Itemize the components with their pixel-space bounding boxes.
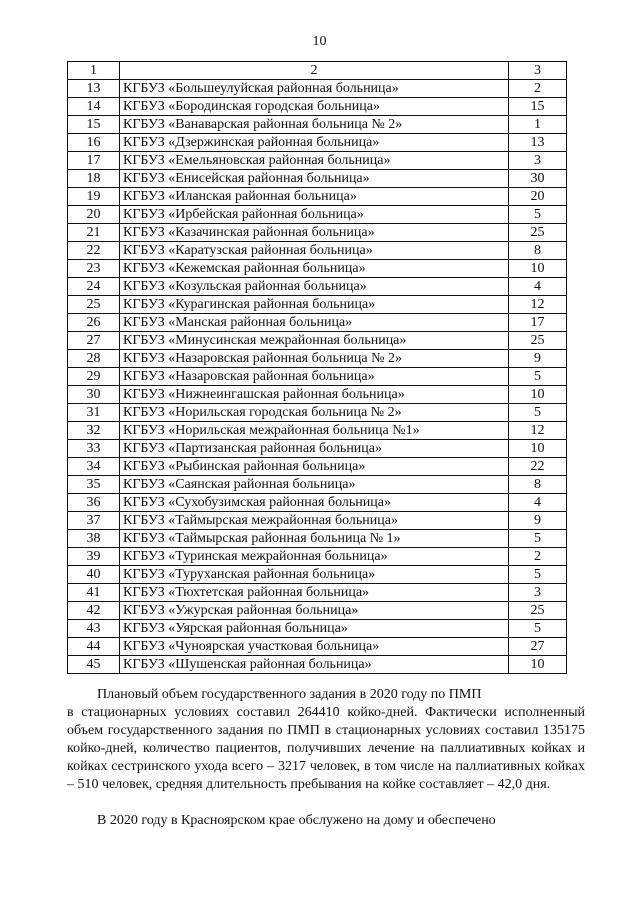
hospital-name: КГБУЗ «Кежемская районная больница» [120,260,509,278]
row-number: 13 [68,80,120,98]
table-row [68,134,567,152]
row-number: 36 [68,494,120,512]
table-row [68,440,567,458]
bed-count: 22 [509,458,567,476]
hospital-name: КГБУЗ «Емельяновская районная больница» [120,152,509,170]
row-number: 28 [68,350,120,368]
bed-count: 10 [509,386,567,404]
table-row [68,404,567,422]
header-col-2: 2 [120,62,509,80]
bed-count: 25 [509,224,567,242]
row-number: 16 [68,134,120,152]
row-number: 22 [68,242,120,260]
hospital-name: КГБУЗ «Большеулуйская районная больница» [120,80,509,98]
hospital-table [67,61,567,674]
table-row [68,80,567,98]
bed-count: 12 [509,296,567,314]
bed-count: 5 [509,206,567,224]
bed-count: 1 [509,116,567,134]
bed-count: 12 [509,422,567,440]
row-number: 17 [68,152,120,170]
table-row [68,422,567,440]
hospital-name: КГБУЗ «Ужурская районная больница» [120,602,509,620]
hospital-name: КГБУЗ «Таймырская районная больница № 1» [120,530,509,548]
table-row [68,260,567,278]
hospital-name: КГБУЗ «Манская районная больница» [120,314,509,332]
table-row [68,170,567,188]
bed-count: 5 [509,566,567,584]
bed-count: 27 [509,638,567,656]
row-number: 45 [68,656,120,674]
paragraph-1-body: в стационарных условиях составил 264410 койко-дней. Фактически исполненный объем государственного задания по ПМП в стационарных условиях составил 135175 койко-дней, количество пациентов, получивших лечение на паллиативных койках и койках сестринского ухода всего – 3217 человек, в том числе на паллиативных койках – 510 человек, средняя длительность пребывания на койке составляет – 42,0 дня. [67,705,585,792]
hospital-name: КГБУЗ «Тюхтетская районная больница» [120,584,509,602]
row-number: 19 [68,188,120,206]
bed-count: 10 [509,440,567,458]
header-col-3: 3 [509,62,567,80]
hospital-name: КГБУЗ «Партизанская районная больница» [120,440,509,458]
hospital-name: КГБУЗ «Казачинская районная больница» [120,224,509,242]
table-row [68,476,567,494]
table-header-row [68,62,567,80]
bed-count: 8 [509,476,567,494]
row-number: 23 [68,260,120,278]
hospital-name: КГБУЗ «Назаровская районная больница № 2» [120,350,509,368]
table-row [68,494,567,512]
table-row [68,386,567,404]
table-row [68,530,567,548]
hospital-name: КГБУЗ «Туруханская районная больница» [120,566,509,584]
paragraph-2: В 2020 году в Красноярском крае обслужено на дому и обеспечено [97,813,496,828]
hospital-name: КГБУЗ «Таймырская межрайонная больница» [120,512,509,530]
row-number: 31 [68,404,120,422]
row-number: 15 [68,116,120,134]
hospital-name: КГБУЗ «Норильская межрайонная больница №1» [120,422,509,440]
row-number: 24 [68,278,120,296]
row-number: 39 [68,548,120,566]
row-number: 33 [68,440,120,458]
hospital-name: КГБУЗ «Туринская межрайонная больница» [120,548,509,566]
table-row [68,350,567,368]
bed-count: 20 [509,188,567,206]
row-number: 37 [68,512,120,530]
row-number: 34 [68,458,120,476]
hospital-name: КГБУЗ «Саянская районная больница» [120,476,509,494]
table-row [68,206,567,224]
hospital-name: КГБУЗ «Ванаварская районная больница № 2» [120,116,509,134]
bed-count: 13 [509,134,567,152]
hospital-name: КГБУЗ «Назаровская районная больница» [120,368,509,386]
table-row [68,566,567,584]
row-number: 29 [68,368,120,386]
row-number: 18 [68,170,120,188]
row-number: 32 [68,422,120,440]
hospital-name: КГБУЗ «Норильская городская больница № 2» [120,404,509,422]
table-row [68,656,567,674]
row-number: 30 [68,386,120,404]
row-number: 35 [68,476,120,494]
table-row [68,314,567,332]
table-row [68,602,567,620]
hospital-name: КГБУЗ «Ирбейская районная больница» [120,206,509,224]
hospital-name: КГБУЗ «Иланская районная больница» [120,188,509,206]
hospital-name: КГБУЗ «Минусинская межрайонная больница» [120,332,509,350]
bed-count: 15 [509,98,567,116]
hospital-name: КГБУЗ «Козульская районная больница» [120,278,509,296]
table-row [68,242,567,260]
row-number: 20 [68,206,120,224]
row-number: 44 [68,638,120,656]
bed-count: 4 [509,494,567,512]
table-row [68,512,567,530]
hospital-name: КГБУЗ «Курагинская районная больница» [120,296,509,314]
table-row [68,458,567,476]
paragraph-1-first-line: Плановый объем государственного задания в 2020 году по ПМП [97,687,482,702]
table-row [68,620,567,638]
hospital-name: КГБУЗ «Шушенская районная больница» [120,656,509,674]
table-row [68,584,567,602]
table-row [68,548,567,566]
table-row [68,224,567,242]
hospital-name: КГБУЗ «Дзержинская районная больница» [120,134,509,152]
table-row [68,296,567,314]
hospital-name: КГБУЗ «Каратузская районная больница» [120,242,509,260]
table-row [68,278,567,296]
hospital-name: КГБУЗ «Нижнеингашская районная больница» [120,386,509,404]
hospital-name: КГБУЗ «Енисейская районная больница» [120,170,509,188]
row-number: 25 [68,296,120,314]
bed-count: 3 [509,152,567,170]
row-number: 21 [68,224,120,242]
hospital-name: КГБУЗ «Чуноярская участковая больница» [120,638,509,656]
bed-count: 5 [509,530,567,548]
bed-count: 25 [509,602,567,620]
bed-count: 17 [509,314,567,332]
row-number: 42 [68,602,120,620]
row-number: 38 [68,530,120,548]
table-row [68,188,567,206]
bed-count: 4 [509,278,567,296]
hospital-name: КГБУЗ «Сухобузимская районная больница» [120,494,509,512]
bed-count: 25 [509,332,567,350]
row-number: 40 [68,566,120,584]
bed-count: 10 [509,656,567,674]
hospital-name: КГБУЗ «Уярская районная больница» [120,620,509,638]
row-number: 26 [68,314,120,332]
bed-count: 5 [509,404,567,422]
bed-count: 2 [509,548,567,566]
bed-count: 9 [509,350,567,368]
bed-count: 5 [509,620,567,638]
table-row [68,332,567,350]
table-row [68,98,567,116]
table-row [68,638,567,656]
bed-count: 30 [509,170,567,188]
bed-count: 3 [509,584,567,602]
header-col-1: 1 [68,62,120,80]
bed-count: 9 [509,512,567,530]
table-row [68,368,567,386]
bed-count: 10 [509,260,567,278]
row-number: 14 [68,98,120,116]
table-row [68,152,567,170]
bed-count: 8 [509,242,567,260]
hospital-name: КГБУЗ «Бородинская городская больница» [120,98,509,116]
bed-count: 2 [509,80,567,98]
hospital-name: КГБУЗ «Рыбинская районная больница» [120,458,509,476]
row-number: 43 [68,620,120,638]
row-number: 41 [68,584,120,602]
bed-count: 5 [509,368,567,386]
table-row [68,116,567,134]
row-number: 27 [68,332,120,350]
page-number: 10 [312,34,327,49]
